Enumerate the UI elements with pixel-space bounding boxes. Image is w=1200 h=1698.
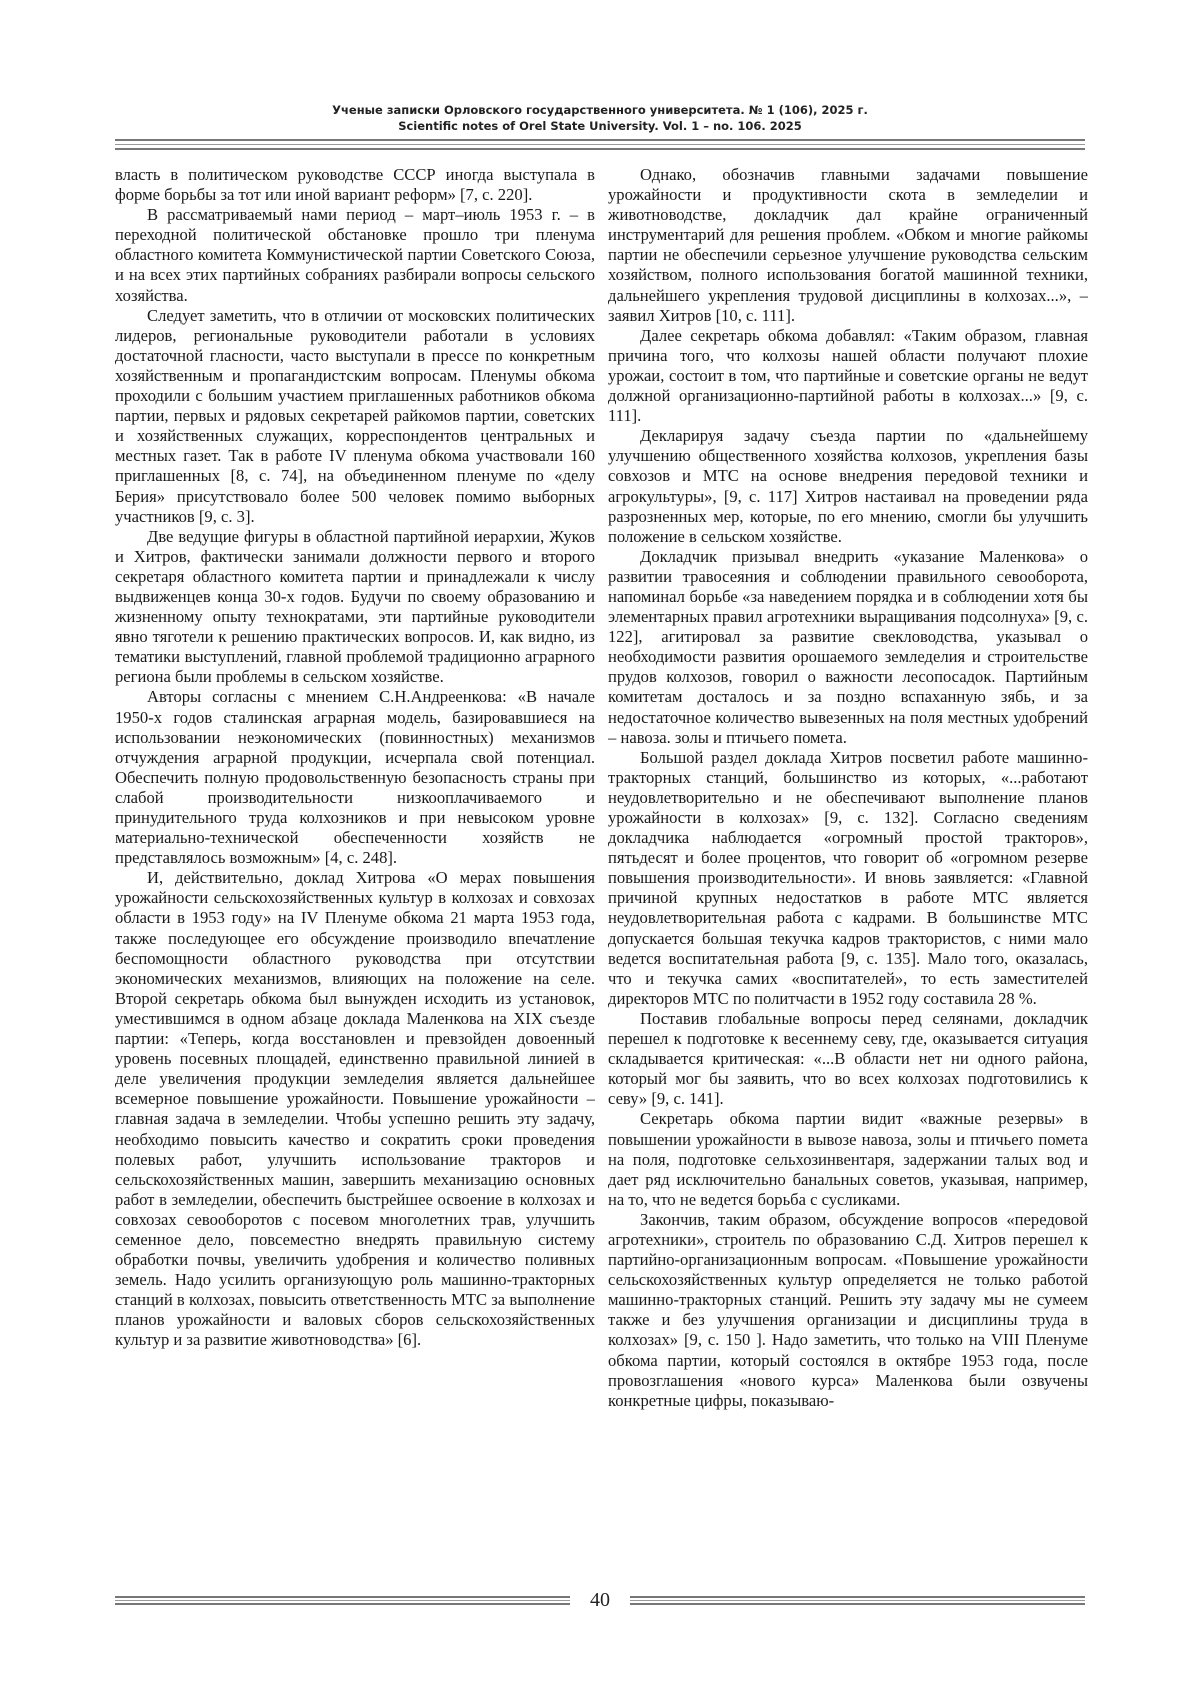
paragraph: Закончив, таким образом, обсуждение вопросов «передовой агротехники», строитель по образованию С.Д. Хитров перешел к партийно-организационным вопросам. «Повышение урожайности сельскохозяйственных культур определяется не только работой машинно-тракторных станций. Решить эту задачу мы не сумеем также и без улучшения организации и дисциплины труда в колхозах» [9, с. 150 ]. Надо заметить, что только на VIII Пленуме обкома партии, который состоялся в октябре 1953 года, после провозглашения «нового курса» Маленкова были озвучены конкретные цифры, показываю- bbox=[608, 1209, 1088, 1410]
page-number: 40 bbox=[590, 1589, 610, 1611]
header-line-russian: Ученые записки Орловского государственного университета. № 1 (106), 2025 г. bbox=[332, 103, 868, 117]
paragraph: В рассматриваемый нами период – март–июль 1953 г. – в переходной политической обстановке прошло три пленума областного комитета Коммунистической партии Советского Союза, и на всех этих партийных собраниях разбирали вопросы сельского хозяйства. bbox=[115, 205, 595, 305]
paragraph: Далее секретарь обкома добавлял: «Таким образом, главная причина того, что колхозы нашей области получают плохие урожаи, состоит в том, что партийные и советские органы не ведут должной организационно-партийной работы в колхозах...» [9, с. 111]. bbox=[608, 325, 1088, 426]
paragraph: Однако, обозначив главными задачами повышение урожайности и продуктивности скота в земледелии и животноводстве, докладчик дал крайне ограниченный инструментарий для решения проблем. «Обком и многие райкомы партии не обеспечили серьезное улучшение руководства сельским хозяйством, полного использования богатой машинной техники, дальнейшего укрепления трудовой дисциплины в колхозах...», – заявил Хитров [10, с. 111]. bbox=[608, 165, 1088, 325]
running-header bbox=[115, 102, 1085, 134]
paragraph: Секретарь обкома партии видит «важные резервы» в повышении урожайности в вывозе навоза, золы и птичьего помета на поля, подготовке сельхозинвентаря, задержании талых вод и дает ряд исключительно банальных советов, указывая, например, на то, что не ведется борьба с сусликами. bbox=[608, 1109, 1088, 1209]
paragraph: Две ведущие фигуры в областной партийной иерархии, Жуков и Хитров, фактически занимали должности первого и второго секретаря областного комитета партии и принадлежали к числу выдвиженцев конца 30-х годов. Будучи по своему образованию и жизненному опыту технократами, эти партийные руководители явно тяготели к решению практических вопросов. И, как видно, из тематики выступлений, главной проблемой традиционно аграрного региона были проблемы в сельском хозяйстве. bbox=[115, 526, 595, 687]
left-column bbox=[115, 165, 595, 1585]
header-rule bbox=[115, 139, 1085, 141]
right-column bbox=[608, 165, 1088, 1585]
paragraph: Декларируя задачу съезда партии по «дальнейшему улучшению общественного хозяйства колхозов, укрепления базы совхозов и МТС на основе внедрения передовой техники и агрокультуры», [9, с. 117] Хитров настаивал на проведении ряда разрозненных мер, которые, по его мнению, смогли бы улучшить положение в сельском хозяйстве. bbox=[608, 426, 1088, 546]
paragraph: Большой раздел доклада Хитров посветил работе машинно-тракторных станций, большинство из которых, «...работают неудовлетворительно и не обеспечивают выполнение планов урожайности в колхозах» [9, с. 132]. Согласно сведениям докладчика наблюдается «огромный простой тракторов», пятьдесят и более процентов, что говорит об «огромном резерве повышения производительности». И вновь заявляется: «Главной причиной крупных недостатков в работе МТС является неудовлетворительная работа с кадрами. В большинстве МТС допускается большая текучка кадров трактористов, с ними мало ведется воспитательная работа [9, с. 135]. Мало того, оказалась, что и текучка самих «воспитателей», то есть заместителей директоров МТС по политчасти в 1952 году составила 28 %. bbox=[608, 747, 1088, 1008]
paragraph: Авторы согласны с мнением С.Н.Андреенкова: «В начале 1950-х годов сталинская аграрная модель, базировавшиеся на использовании неэкономических (повинностных) механизмов отчуждения аграрной продукции, исчерпала свой потенциал. Обеспечить полную продовольственную безопасность страны при слабой производительности низкооплачиваемого и принудительного труда колхозников и при невысоком уровне материально-технической обеспеченности хозяйств не представлялось возможным» [4, с. 248]. bbox=[115, 687, 595, 868]
header-line-english: Scientific notes of Orel State University. Vol. 1 – no. 106. 2025 bbox=[398, 119, 802, 133]
paragraph: Поставив глобальные вопросы перед селянами, докладчик перешел к подготовке к весеннему севу, где, оказывается ситуация складывается критическая: «...В области нет ни одного района, который мог бы заявить, что во всех колхозах подготовились к севу» [9, с. 141]. bbox=[608, 1008, 1088, 1109]
header-rule bbox=[115, 144, 1085, 145]
paragraph: власть в политическом руководстве СССР иногда выступала в форме борьбы за тот или иной вариант реформ» [7, с. 220]. bbox=[115, 165, 595, 205]
paragraph: Следует заметить, что в отличии от московских политических лидеров, региональные руководители работали в условиях достаточной гласности, часто выступали в прессе по конкретным хозяйственным и пропагандистским вопросам. Пленумы обкома проходили с большим участием приглашенных работников обкома партии, первых и рядовых секретарей райкомов партии, советских и хозяйственных служащих, корреспондентов центральных и местных газет. Так в работе IV пленума обкома участвовали 160 приглашенных [8, с. 74], на объединенном пленуме по «делу Берия» присутствовало более 500 человек помимо выборных участников [9, с. 3]. bbox=[115, 305, 595, 526]
paragraph: Докладчик призывал внедрить «указание Маленкова» о развитии травосеяния и соблюдении правильного севооборота, напоминал борьбе «за наведением порядка и в соблюдении хотя бы элементарных правил агротехники выращивания подсолнуха» [9, с. 122], агитировал за развитие свекловодства, указывал о необходимости развития орошаемого земледелия и строительстве прудов колхозов, говорил о важности лесопосадок. Партийным комитетам досталось и за поздно вспаханную зябь, и за недостаточное количество вывезенных на поля местных удобрений – навоза. золы и птичьего помета. bbox=[608, 546, 1088, 747]
header-rule bbox=[115, 148, 1085, 150]
paragraph: И, действительно, доклад Хитрова «О мерах повышения урожайности сельскохозяйственных культур в колхозах и совхозах области в 1953 году» на IV Пленуме обкома 21 марта 1953 года, также последующее его обсуждение производило впечатление беспомощности областного руководства при отсутствии экономических механизмов, влияющих на положение на селе. Второй секретарь обкома был вынужден исходить из установок, уместившимся в одном абзаце доклада Маленкова на XIX съезде партии: «Теперь, когда восстановлен и превзойден довоенный уровень посевных площадей, единственно правильной линией в деле увеличения продукции земледелия является дальнейшее всемерное повышение урожайности. Повышение урожайности – главная задача в земледелии. Чтобы успешно решить эту задачу, необходимо повысить качество и сократить сроки проведения полевых работ, улучшить использование тракторов и сельскохозяйственных машин, завершить механизацию основных работ в земледелии, обеспечить быстрейшее освоение в колхозах и совхозах севооборотов с посевом многолетних трав, улучшить семенное дело, повсеместно внедрять правильную систему обработки почвы, увеличить удобрения и количество поливных земель. Надо усилить организующую роль машинно-тракторных станций в колхозах, повысить ответственность МТС за выполнение планов урожайности и валовых сборов сельскохозяйственных культур и за развитие животноводства» [6]. bbox=[115, 868, 595, 1350]
